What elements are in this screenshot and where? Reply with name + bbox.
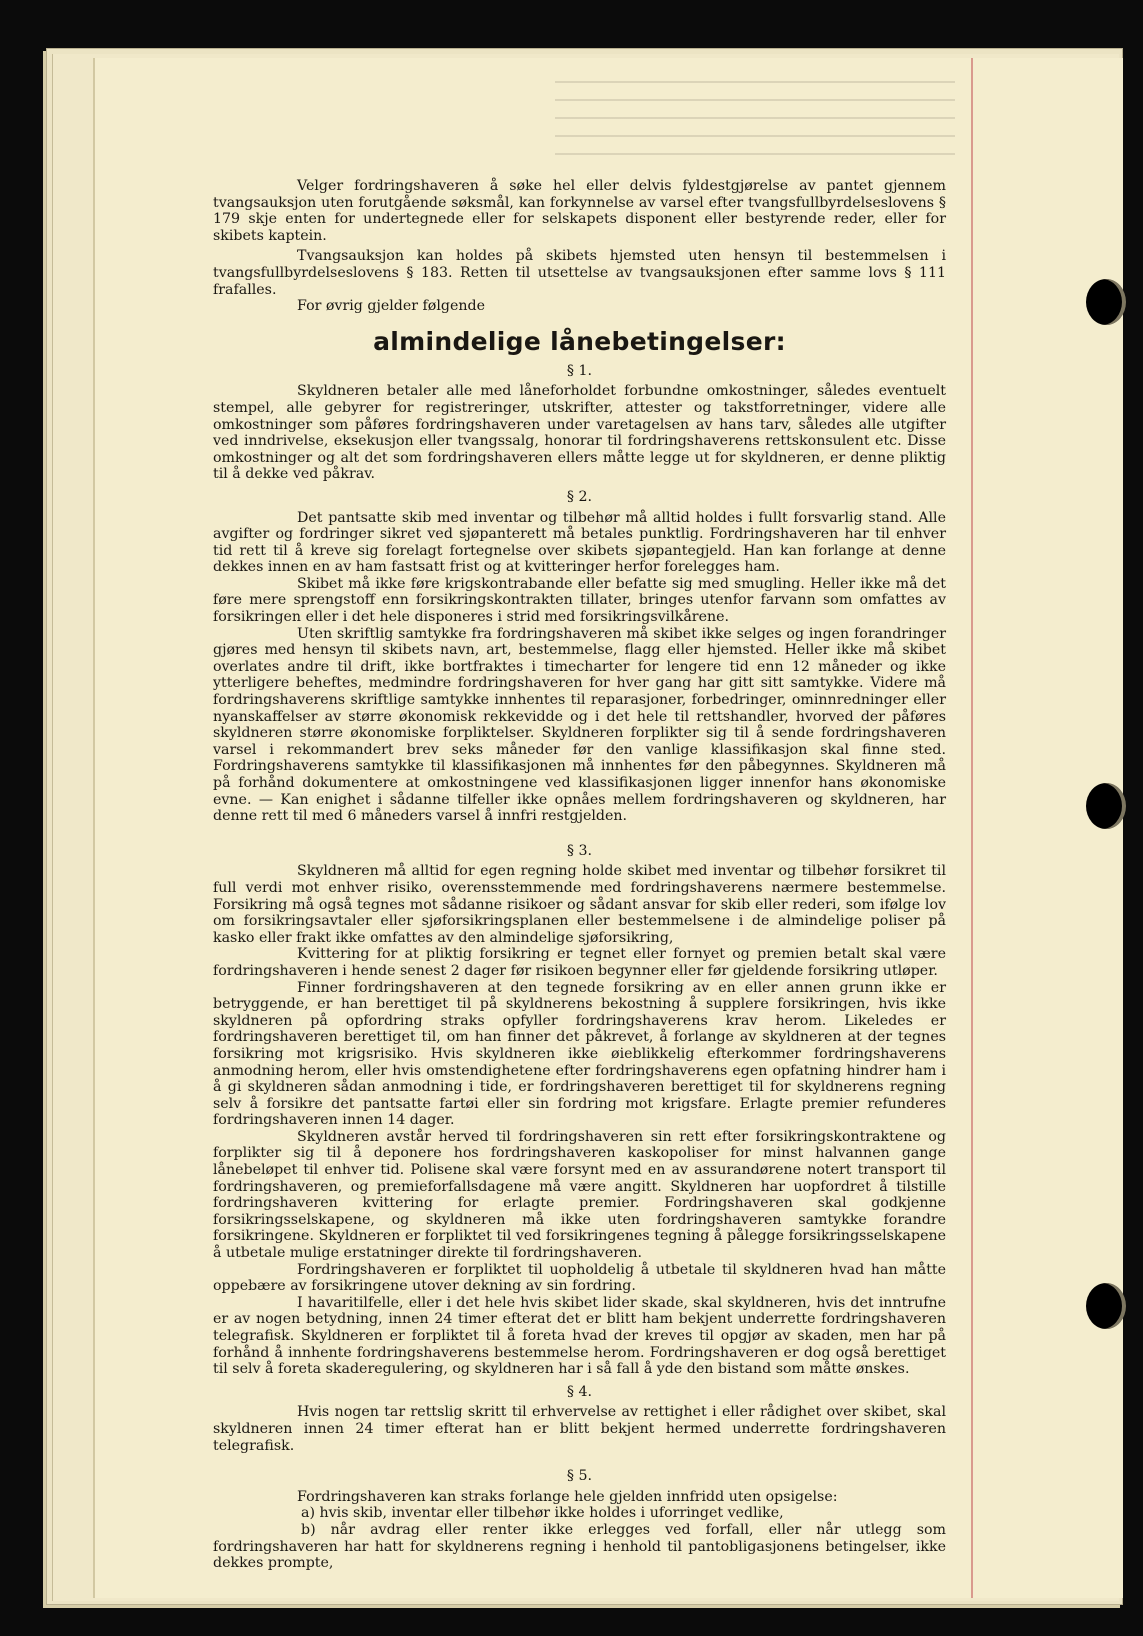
list-item: a) hvis skib, inventar eller tilbehør ikke holdes i uforringet vedlike, (301, 1505, 784, 1522)
section-paragraph: Kvittering for at pliktig forsikring er tegnet eller fornyet og premien betalt skal være fordringshaveren i hende senest 2 dager før risikoen begynner eller før gjeldende forsikring utløper. (213, 946, 946, 979)
section-paragraph: Skibet må ikke føre krigskontrabande eller befatte sig med smugling. Heller ikke må det føre mere sprengstoff enn forsikringskontrakten tillater, bringes utenfor farvann som omfattes av forsikringen eller i det hele disponeres i strid med forsikringsvilkårene. (213, 575, 946, 626)
intro-paragraph: Velger fordringshaveren å søke hel eller delvis fyldestgjørelse av pantet gjennem tvangsauksjon uten forutgående søksmål, kan forkynnelse av varsel efter tvangsfullbyrdelseslovens § 179 skje enten for undertegnede eller for selskapets disponent eller bestyrende reder, eller for skibets kaptein. (213, 178, 946, 244)
section-heading: § 4. (566, 1383, 593, 1400)
red-margin-line (971, 58, 973, 1598)
punch-hole-icon (1086, 1283, 1126, 1329)
section-heading: § 1. (566, 362, 593, 379)
section-paragraph: Skyldneren avstår herved til fordringshaveren sin rett efter forsikringskontraktene og forplikter sig til å deponere hos fordringshaveren kaskopoliser for minst halvannen gange lånebeløpet til enhver tid. Polisene skal være forsynt med en av assurandørene notert transport til fordringshaveren, og premieforfallsdagene må være angitt. Skyldneren har uopfordret å tilstille fordringshaveren kvittering for erlagte premier. Fordringshaveren skal godkjenne forsikringsselskapene, og skyldneren må ikke uten fordringshaveren samtykke forandre forsikringene. Skyldneren er forpliktet til ved forsikringenes tegning å pålegge forsikringsselskapene å utbetale mulige erstatninger direkte til fordringshaveren. (213, 1128, 946, 1262)
bleed-through-text (555, 75, 955, 155)
intro-paragraph: Tvangsauksjon kan holdes på skibets hjemsted uten hensyn til bestemmelsen i tvangsfullbyrdelseslovens § 183. Retten til utsettelse av tvangsauksjonen efter samme lovs § 111 frafalles. (213, 248, 946, 298)
section-paragraph: Fordringshaveren kan straks forlange hele gjelden innfridd uten opsigelse: (297, 1488, 838, 1505)
punch-hole-icon (1086, 783, 1126, 829)
section-heading: § 3. (566, 842, 593, 859)
section-paragraph: Uten skriftlig samtykke fra fordringshaveren må skibet ikke selges og ingen forandringer gjøres med hensyn til skibets navn, art, bestemmelse, flagg eller hjemsted. Heller ikke må skibet overlates andre til drift, ikke bortfraktes i timecharter for lengere tid enn 12 måneder og ikke ytterligere beheftes, medmindre fordringshaveren for hver gang har gitt sitt samtykke. Videre må fordringshaverens skriftlige samtykke innhentes til reparasjoner, forbedringer, ominnredninger eller nyanskaffelser av større økonomisk rekkevidde og i det hele til rettshandler, hvorved der påføres skyldneren større økonomiske forpliktelser. Skyldneren forplikter sig til å sende fordringshaveren varsel i rekommandert brev seks måneder før den vanlige klassifikasjon skal finne sted. Fordringshaverens samtykke til klassifikasjonen må innhentes før den påbegynnes. Skyldneren må på forhånd dokumentere at omkostningene ved klassifikasjonen ligger innenfor hans økonomiske evne. — Kan enighet i sådanne tilfeller ikke opnåes mellem fordringshaveren og skyldneren, har denne rett til med 6 måneders varsel å innfri restgjelden. (213, 625, 946, 825)
document-body (213, 178, 946, 1572)
section-paragraph: Hvis nogen tar rettslig skritt til erhvervelse av rettighet i eller rådighet over skibet, skal skyldneren innen 24 timer efterat han er blitt bekjent hermed underrette fordringshaveren telegrafisk. (213, 1404, 946, 1454)
section-paragraph: Skyldneren må alltid for egen regning holde skibet med inventar og tilbehør forsikret til full verdi mot enhver risiko, overensstemmende med fordringshaverens nærmere bestemmelse. Forsikring må også tegnes mot sådanne risikoer og sådant ansvar for skib eller rederi, som ifølge lov om forsikringsavtaler eller sjøforsikringsplanen eller bestemmelsene i de almindelige poliser på kasko eller frakt ikke omfattes av den almindelige sjøforsikring, (213, 863, 946, 946)
section-heading: § 2. (566, 488, 593, 505)
conditions-title: almindelige lånebetingelser: (373, 326, 786, 356)
list-item: b) når avdrag eller renter ikke erlegges ved forfall, eller når utlegg som fordringshaveren har hatt for skyldnerens regning i henhold til pantobligasjonens betingelser, ikke dekkes prompte, (213, 1521, 946, 1572)
section-paragraph: Fordringshaveren er forpliktet til uopholdelig å utbetale til skyldneren hvad han måtte oppebære av forsikringene utover dekning av sin fordring. (213, 1261, 946, 1295)
section-heading: § 5. (566, 1468, 593, 1485)
intro-paragraph: For øvrig gjelder følgende (297, 298, 485, 315)
section-paragraph: I havaritilfelle, eller i det hele hvis skibet lider skade, skal skyldneren, hvis det inntrufne er av nogen betydning, innen 24 timer efterat det er blitt ham bekjent underrette fordringshaveren telegrafisk. Skyldneren er forpliktet til å foreta hvad der kreves til opgjør av skaden, men har på forhånd å innhente fordringshaverens bestemmelse herom. Fordringshaveren er dog også berettiget til selv å foreta skaderegulering, og skyldneren har i så fall å yde den bistand som måtte ønskes. (213, 1294, 946, 1378)
section-paragraph: Finner fordringshaveren at den tegnede forsikring av en eller annen grunn ikke er betryggende, er han berettiget til på skyldnerens bekostning å supplere forsikringen, hvis ikke skyldneren på opfordring straks opfyller fordringshaverens krav herom. Likeledes er fordringshaveren berettiget til, om han finner det påkrevet, å forlange av skyldneren at der tegnes forsikring mot krigsrisiko. Hvis skyldneren ikke øieblikkelig efterkommer fordringshaverens anmodning herom, eller hvis omstendighetene efter fordringshaverens egen opfatning hindrer ham i å gi skyldneren sådan anmodning i tide, er fordringshaveren berettiget til for skyldnerens regning selv å forsikre det pantsatte fartøi eller sin fordring mot krigsfare. Erlagte premier refunderes fordringshaveren innen 14 dager. (213, 979, 946, 1129)
section-paragraph: Skyldneren betaler alle med låneforholdet forbundne omkostninger, således eventuelt stempel, alle gebyrer for registreringer, utskrifter, attester og takstforretninger, videre alle omkostninger som påføres fordringshaveren under varetagelsen av hans tarv, således alle utgifter ved inndrivelse, eksekusjon eller tvangssalg, honorar til fordringshaverens rettskonsulent etc. Disse omkostninger og alt det som fordringshaveren ellers måtte legge ut for skyldneren, er denne pliktig til å dekke ved påkrav. (213, 383, 946, 483)
punch-hole-icon (1086, 279, 1126, 325)
section-paragraph: Det pantsatte skib med inventar og tilbehør må alltid holdes i fullt forsvarlig stand. Alle avgifter og fordringer sikret ved sjøpanterett må betales punktlig. Fordringshaveren har til enhver tid rett til å kreve sig forelagt fortegnelse over skibets sjøpantegjeld. Han kan forlange at denne dekkes innen en av ham fastsatt frist og at kvitteringer herfor forelegges ham. (213, 509, 946, 576)
